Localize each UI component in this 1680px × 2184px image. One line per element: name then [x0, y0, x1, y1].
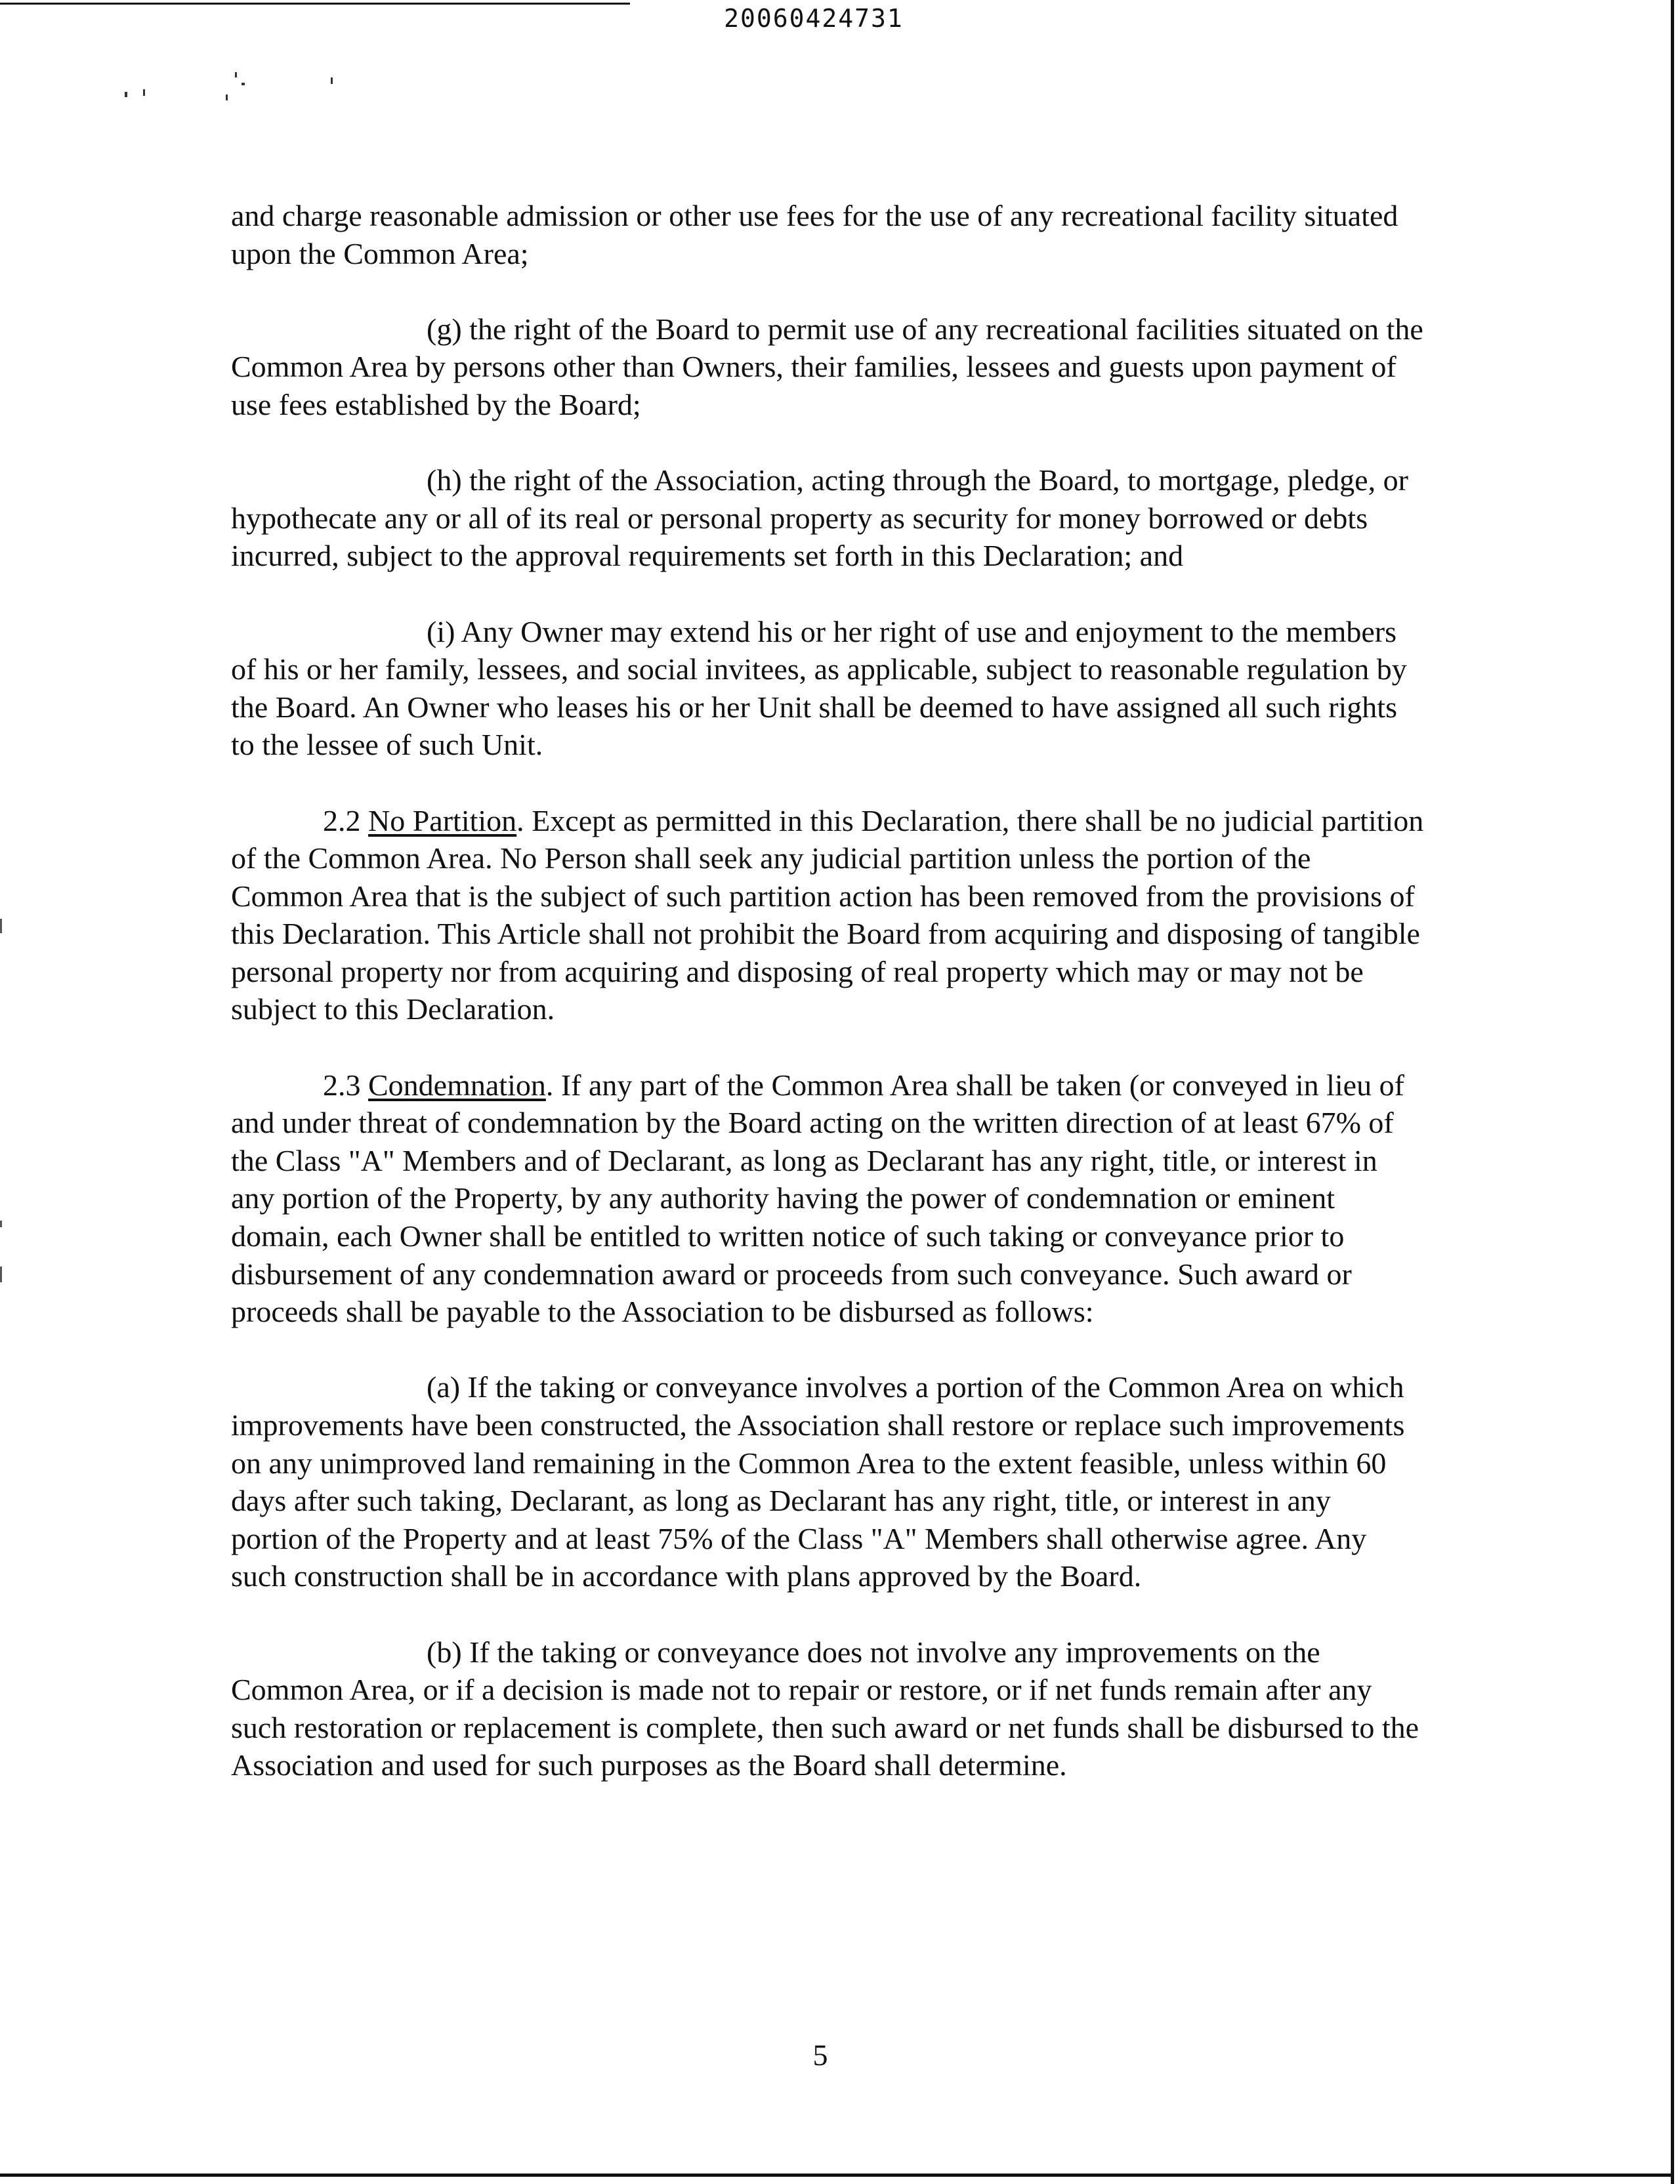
page-number: 5 — [812, 2038, 828, 2072]
scan-edge-mark — [0, 1221, 2, 1227]
section-2-3 — [231, 1066, 1425, 1331]
paragraph-continuation: and charge reasonable admission or other use fees for the use of any recreational facility situated upon the Common Area; — [231, 199, 1398, 270]
scan-speck — [143, 89, 145, 96]
document-number: 20060424731 — [724, 4, 904, 33]
right-page-border — [1671, 0, 1674, 2184]
scan-speck — [125, 92, 127, 97]
scan-speck — [235, 72, 237, 77]
section-number: 2.2 — [323, 803, 361, 837]
section-text: . If any part of the Common Area shall be taken (or conveyed in lieu of and under threat of condemnation by the Board acting on the written direction of at least 67% of the Class "A" Members and of Declarant, as long as Declarant has any right, title, or interest in any portion of the Property, by any authority having the power of condemnation or eminent domain, each Owner shall be entitled to written notice of such taking or conveyance prior to disbursement of any condemnation award or proceeds from such conveyance. Such award or proceeds shall be payable to the Association to be disbursed as follows: — [231, 1068, 1404, 1329]
paragraph-item-a: (a) If the taking or conveyance involves a portion of the Common Area on which improvements have been constructed, the Association shall restore or replace such improvements on any unimproved land remaining in the Common Area to the extent feasible, unless within 60 days after such taking, Declarant, as long as Declarant has any right, title, or interest in any portion of the Property and at least 75% of the Class "A" Members shall otherwise agree. Any such construction shall be in accordance with plans approved by the Board. — [231, 1370, 1405, 1593]
section-heading: Condemnation — [368, 1068, 546, 1102]
paragraph-item-h: (h) the right of the Association, acting through the Board, to mortgage, pledge, or hypothecate any or all of its real or personal property as security for money borrowed or debts incurred, subject to the approval requirements set forth in this Declaration; and — [231, 463, 1408, 573]
scan-edge-mark — [0, 919, 2, 933]
section-number: 2.3 — [323, 1068, 361, 1102]
section-heading: No Partition — [368, 803, 517, 837]
paragraph-item-i: (i) Any Owner may extend his or her right of use and enjoyment to the members of his or her family, lessees, and social invitees, as applicable, subject to reasonable regulation by the Board. An Owner who leases his or her Unit shall be deemed to have assigned all such rights to the lessee of such Unit. — [231, 614, 1407, 762]
scan-speck — [242, 83, 245, 85]
scan-speck — [331, 77, 333, 84]
section-text: . Except as permitted in this Declaration, there shall be no judicial partition of the Common Area. No Person shall seek any judicial partition unless the portion of the Common Area that is the subject of such partition action has been removed from the provisions of this Declaration. This Article shall not prohibit the Board from acquiring and disposing of tangible personal property nor from acquiring and disposing of real property which may or may not be subject to this Declaration. — [231, 803, 1424, 1026]
paragraph-item-b: (b) If the taking or conveyance does not involve any improvements on the Common Area, or if a decision is made not to repair or restore, or if net funds remain after any such restoration or replacement is complete, then such award or net funds shall be disbursed to the Association and used for such purposes as the Board shall determine. — [231, 1635, 1419, 1782]
section-2-2 — [231, 802, 1425, 1029]
bottom-page-border — [0, 2174, 1674, 2177]
paragraph-item-g: (g) the right of the Board to permit use of any recreational facilities situated on the Common Area by persons other than Owners, their families, lessees and guests upon payment of use fees established by the Board; — [231, 312, 1423, 421]
scan-edge-mark — [0, 1267, 2, 1282]
document-body — [231, 197, 1425, 1822]
scan-speck — [226, 94, 228, 100]
top-rule — [0, 3, 630, 5]
